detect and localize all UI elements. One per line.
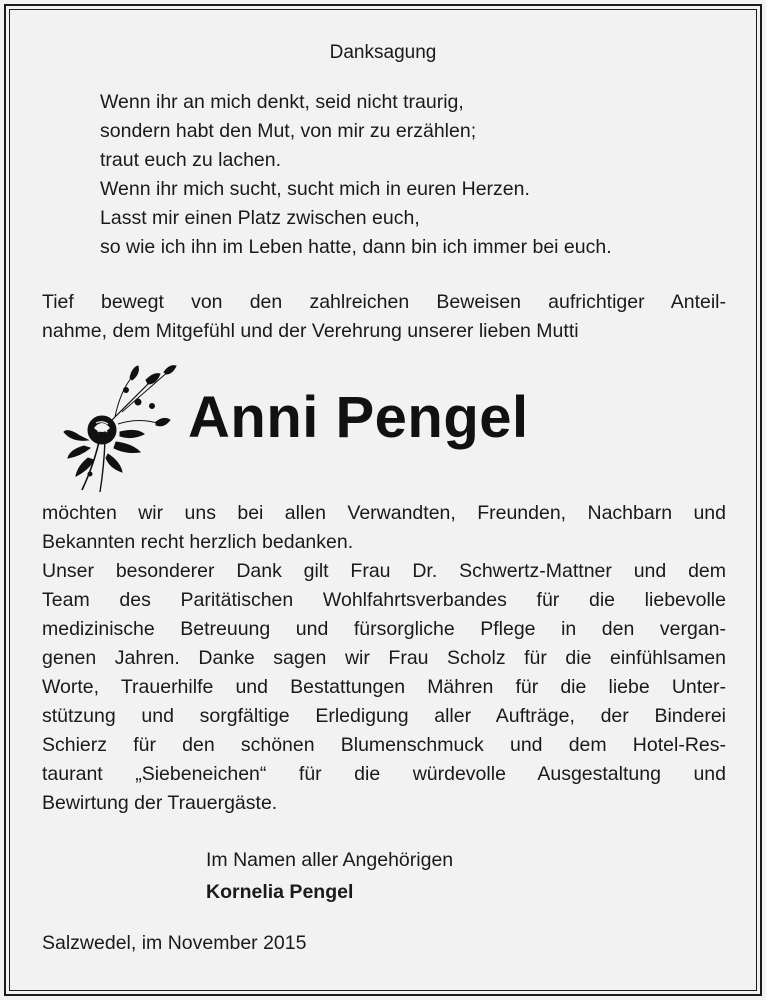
body-line: Bekannten recht herzlich bedanken.: [42, 531, 354, 553]
poem-line: Wenn ihr mich sucht, sucht mich in euren Herzen.: [100, 178, 530, 200]
body-line: Unser besonderer Dank gilt Frau Dr. Schwertz-Mattner und dem: [42, 560, 726, 582]
poem: [100, 88, 612, 262]
poem-line: Lasst mir einen Platz zwischen euch,: [100, 207, 420, 229]
poem-line: so wie ich ihn im Leben hatte, dann bin ich immer bei euch.: [100, 236, 612, 258]
deceased-name: Anni Pengel: [188, 385, 529, 450]
body-line: stützung und sorgfältige Erledigung aller Aufträge, der Binderei: [42, 705, 726, 727]
signature-name: Kornelia Pengel: [206, 881, 354, 903]
notice-title: Danksagung: [329, 42, 437, 63]
place-date: Salzwedel, im November 2015: [42, 932, 307, 954]
poem-line: sondern habt den Mut, von mir zu erzählen;: [100, 120, 477, 142]
body-line: Bewirtung der Trauergäste.: [42, 792, 278, 814]
intro-line: nahme, dem Mitgefühl und der Verehrung unserer lieben Mutti: [42, 320, 579, 342]
body-line: Schierz für den schönen Blumenschmuck und dem Hotel-Res-: [42, 734, 726, 756]
body-line: genen Jahren. Danke sagen wir Frau Scholz für die einfühlsamen: [42, 647, 726, 669]
poem-line: Wenn ihr an mich denkt, seid nicht traurig,: [100, 91, 464, 113]
intro-line: Tief bewegt von den zahlreichen Beweisen aufrichtiger Anteil-: [42, 291, 726, 313]
body-line: taurant „Siebeneichen“ für die würdevolle Ausgestaltung und: [42, 763, 726, 785]
signature-intro: Im Namen aller Angehörigen: [206, 849, 454, 871]
thanks-paragraph: [42, 499, 726, 818]
body-line: Team des Paritätischen Wohlfahrtsverbandes für die liebevolle: [42, 589, 726, 611]
body-line: Worte, Trauerhilfe und Bestattungen Mähren für die liebe Unter-: [42, 676, 726, 698]
poem-line: traut euch zu lachen.: [100, 149, 282, 171]
body-line: medizinische Betreuung und fürsorgliche Pflege in den vergan-: [42, 618, 726, 640]
rose-bouquet-icon: [60, 362, 185, 497]
intro-paragraph: [42, 288, 726, 346]
body-line: möchten wir uns bei allen Verwandten, Freunden, Nachbarn und: [42, 502, 726, 524]
